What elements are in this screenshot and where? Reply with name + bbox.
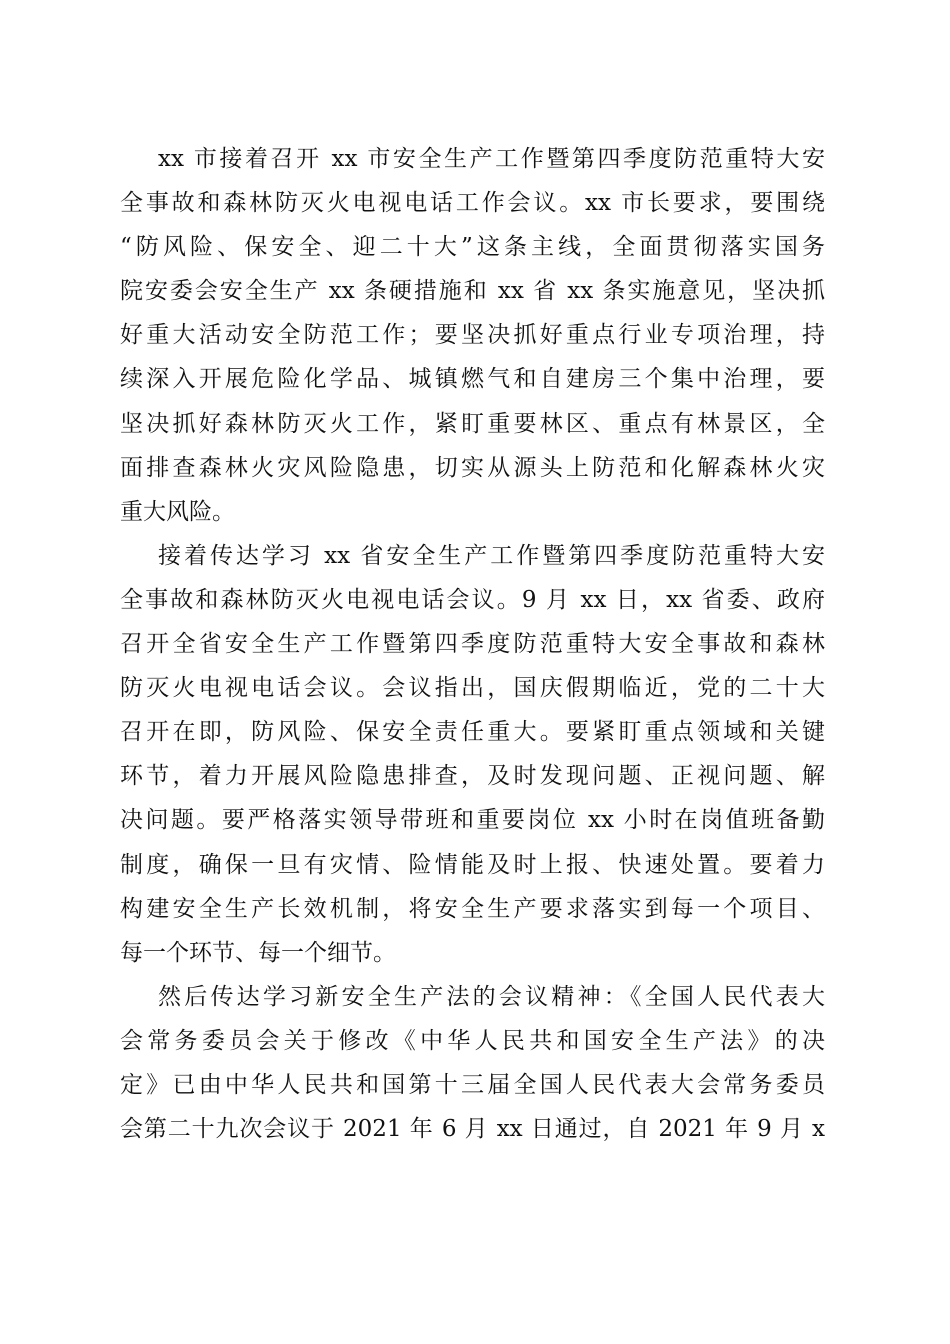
text-line: 定》已由中华人民共和国第十三届全国人民代表大会常务委员: [120, 1071, 825, 1098]
text-line: 召开在即，防风险、保安全责任重大。要紧盯重点领域和关键: [120, 719, 825, 746]
text-line: “防风险、保安全、迎二十大”这条主线，全面贯彻落实国务: [120, 234, 825, 261]
text-line: 制度，确保一旦有灾情、险情能及时上报、快速处置。要着力: [120, 851, 825, 878]
text-line: 防灭火电视电话会议。会议指出，国庆假期临近，党的二十大: [120, 675, 825, 702]
text-line: 坚决抓好森林防灭火工作，紧盯重要林区、重点有林景区，全: [120, 410, 825, 437]
document-body: [120, 137, 825, 1151]
text-line: 会第二十九次会议于 2021 年 6 月 xx 日通过，自 2021 年 9 月 x: [120, 1116, 825, 1143]
text-line: 好重大活动安全防范工作；要坚决抓好重点行业专项治理，持: [120, 322, 825, 349]
text-line: 重大风险。: [120, 498, 235, 525]
text-line: 全事故和森林防灭火电视电话工作会议。xx 市长要求，要围绕: [120, 190, 825, 217]
text-line: 续深入开展危险化学品、城镇燃气和自建房三个集中治理，要: [120, 366, 825, 393]
text-line: 召开全省安全生产工作暨第四季度防范重特大安全事故和森林: [120, 631, 825, 658]
paragraph-3: [120, 975, 825, 1151]
text-line: 院安委会安全生产 xx 条硬措施和 xx 省 xx 条实施意见，坚决抓: [120, 278, 825, 305]
text-line: 全事故和森林防灭火电视电话会议。9 月 xx 日，xx 省委、政府: [120, 586, 825, 613]
text-line: 会常务委员会关于修改《中华人民共和国安全生产法》的决: [120, 1027, 825, 1054]
text-line: 环节，着力开展风险隐患排查，及时发现问题、正视问题、解: [120, 763, 825, 790]
text-line: 决问题。要严格落实领导带班和重要岗位 xx 小时在岗值班备勤: [120, 807, 825, 834]
text-line: 面排查森林火灾风险隐患，切实从源头上防范和化解森林火灾: [120, 454, 825, 481]
text-line: 每一个环节、每一个细节。: [120, 939, 396, 966]
text-line: 然后传达学习新安全生产法的会议精神：《全国人民代表大: [158, 983, 825, 1010]
paragraph-1: [120, 137, 825, 534]
text-line: 构建安全生产长效机制，将安全生产要求落实到每一个项目、: [120, 895, 825, 922]
text-line: 接着传达学习 xx 省安全生产工作暨第四季度防范重特大安: [158, 542, 825, 569]
text-line: xx 市接着召开 xx 市安全生产工作暨第四季度防范重特大安: [158, 146, 825, 172]
paragraph-2: [120, 534, 825, 975]
